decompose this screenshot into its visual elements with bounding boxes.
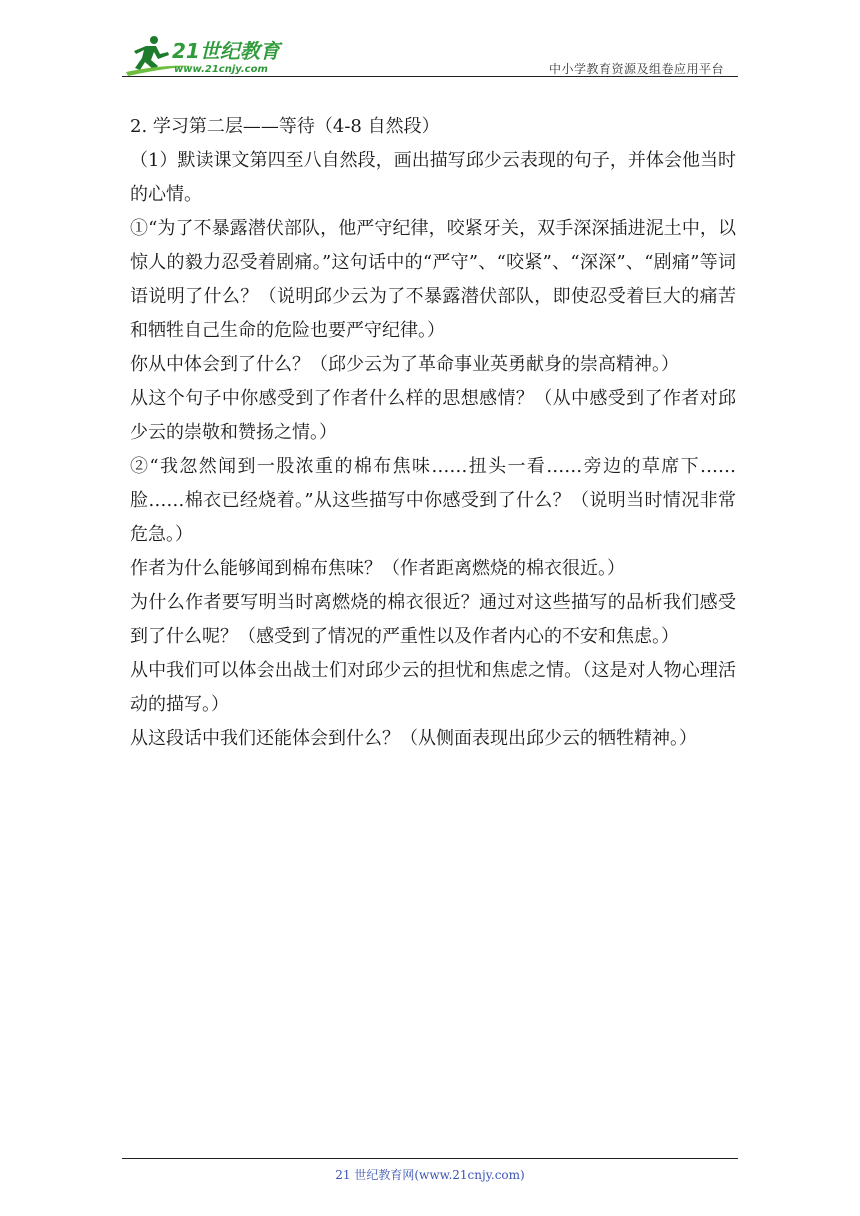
logo-url: www.21cnjy.com [174, 64, 268, 75]
logo-text: 21世纪教育 [172, 39, 280, 63]
page-header [0, 0, 860, 80]
footer-link[interactable]: 21 世纪教育网(www.21cnjy.com) [335, 1168, 525, 1182]
footer-divider [122, 1158, 738, 1159]
platform-tagline: 中小学教育资源及组卷应用平台 [548, 62, 724, 76]
site-logo[interactable] [124, 34, 294, 78]
paragraph-task: （1）默读课文第四至八自然段，画出描写邱少云表现的句子，并体会他当时的心情。 [130, 150, 736, 205]
paragraph-sentence-2: ②“我忽然闻到一股浓重的棉布焦味……扭头一看……旁边的草席下……脸……棉衣已经烧着。”从这些描写中你感受到了什么？（说明当时情况非常危急。） [130, 456, 736, 545]
paragraph-question-3: 作者为什么能够闻到棉布焦味？（作者距离燃烧的棉衣很近。） [130, 558, 625, 579]
section-heading: 2. 学习第二层——等待（4-8 自然段） [130, 116, 440, 137]
paragraph-sentence-1: ①“为了不暴露潜伏部队，他严守纪律，咬紧牙关，双手深深插进泥土中，以惊人的毅力忍受着剧痛。”这句话中的“严守”、“咬紧”、“深深”、“剧痛”等词语说明了什么？（说明邱少云为了不暴露潜伏部队，即使忍受着巨大的痛苦和牺牲自己生命的危险也要严守纪律。） [130, 218, 736, 341]
paragraph-question-1: 你从中体会到了什么？（邱少云为了革命事业英勇献身的崇高精神。） [130, 354, 679, 375]
paragraph-question-2: 从这个句子中你感受到了作者什么样的思想感情？（从中感受到了作者对邱少云的崇敬和赞扬之情。） [130, 388, 736, 443]
paragraph-note: 从中我们可以体会出战士们对邱少云的担忧和焦虑之情。（这是对人物心理活动的描写。） [130, 660, 736, 715]
paragraph-question-4: 为什么作者要写明当时离燃烧的棉衣很近？通过对这些描写的品析我们感受到了什么呢？（感受到了情况的严重性以及作者内心的不安和焦虑。） [130, 592, 736, 647]
runner-logo-icon [124, 34, 294, 78]
paragraph-question-5: 从这段话中我们还能体会到什么？（从侧面表现出邱少云的牺牲精神。） [130, 728, 697, 749]
document-body [130, 110, 736, 756]
header-divider [122, 76, 738, 77]
